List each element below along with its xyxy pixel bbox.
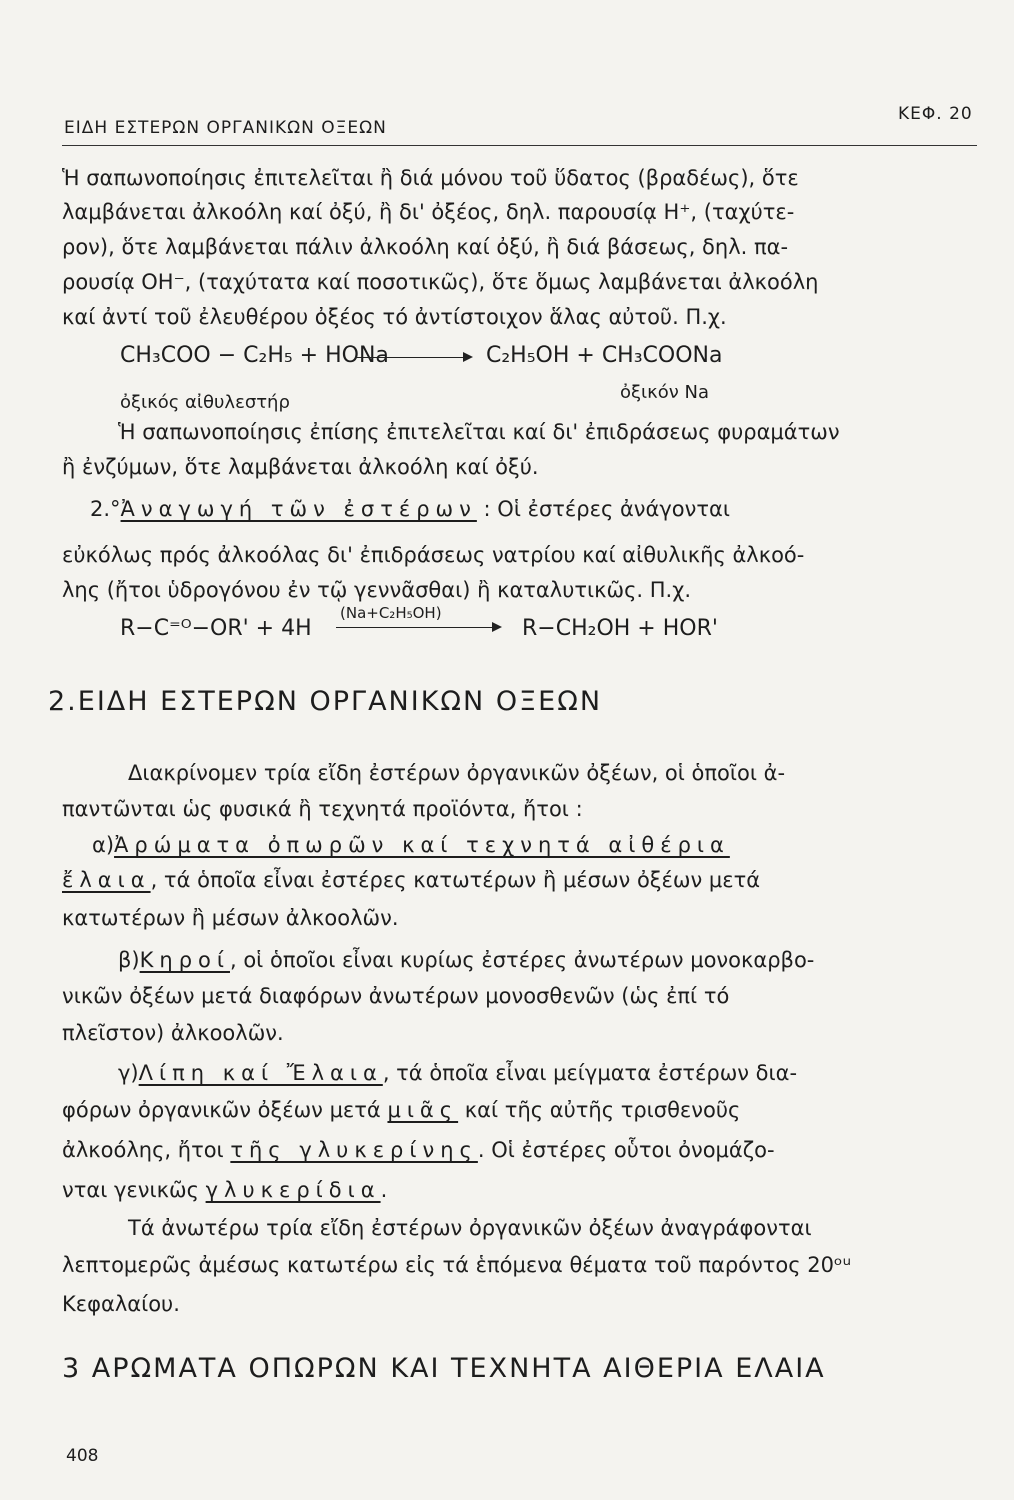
reactant-name: ὀξικός αἰθυλεστήρ	[120, 392, 290, 413]
paragraph-line: Ἡ σαπωνοποίησις ἐπίσης ἐπιτελεῖται καί δι' ἐπιδράσεως φυραμάτων	[118, 420, 840, 444]
page-number: 408	[66, 1446, 99, 1466]
reduction-products: R−CH₂OH + HOR'	[522, 616, 718, 641]
reduction-heading-line	[90, 499, 730, 520]
paragraph-line: λαμβάνεται ἀλκοόλη καί ὀξύ, ἢ δι' ὀξέος, δηλ. παρουσίᾳ H⁺, (ταχύτε-	[62, 200, 795, 224]
paragraph-line: Κεφαλαίου.	[62, 1292, 180, 1316]
item-label: β)	[118, 948, 140, 972]
item-a-title-cont: ἔλαια	[62, 868, 151, 892]
text-span: νται γενικῶς	[62, 1178, 199, 1202]
underlined-term: μιᾶς	[387, 1098, 459, 1122]
paragraph-line: εὐκόλως πρός ἀλκοόλας δι' ἐπιδράσεως νατρίου καί αἰθυλικῆς ἀλκοό-	[62, 543, 805, 567]
reduction-intro: : Οἱ ἐστέρες ἀνάγονται	[483, 497, 730, 521]
paragraph-line: ρουσίᾳ OH⁻, (ταχύτατα καί ποσοτικῶς), ὅτε ὅμως λαμβάνεται ἀλκοόλη	[62, 270, 819, 294]
product-name: ὀξικόν Na	[620, 382, 710, 403]
section-heading: 3 ΑΡΩΜΑΤΑ ΟΠΩΡΩΝ ΚΑΙ ΤΕΧΝΗΤΑ ΑΙΘΕΡΙΑ ΕΛΑΙΑ	[62, 1353, 826, 1384]
item-c-title: Λίπη καί Ἔλαια	[138, 1061, 383, 1085]
paragraph-line: λης (ἤτοι ὑδρογόνου ἐν τῷ γεννᾶσθαι) ἢ καταλυτικῶς. Π.χ.	[62, 578, 692, 602]
section-heading: 2.ΕΙΔΗ ΕΣΤΕΡΩΝ ΟΡΓΑΝΙΚΩΝ ΟΞΕΩΝ	[48, 686, 603, 717]
text-span: καί τῆς αὐτῆς τρισθενοῦς	[464, 1098, 741, 1122]
chapter-label: ΚΕΦ. 20	[898, 104, 973, 124]
header-divider	[62, 145, 977, 146]
text-span: φόρων ὀργανικῶν ὀξέων μετά	[62, 1098, 381, 1122]
item-a-line	[92, 835, 730, 856]
item-b-text: , οἱ ὁποῖοι εἶναι κυρίως ἐστέρες ἀνωτέρων μονοκαρβο-	[229, 948, 815, 972]
paragraph-line: ἢ ἐνζύμων, ὅτε λαμβάνεται ἀλκοόλη καί ὀξύ.	[62, 455, 539, 479]
equation-reactants: CH₃COO − C₂H₅ + HONa	[120, 343, 389, 368]
equation-products: C₂H₅OH + CH₃COONa	[486, 343, 723, 368]
item-a-title: Ἀρώματα ὀπωρῶν καί τεχνητά αἰθέρια	[114, 833, 730, 857]
item-label: γ)	[118, 1061, 139, 1085]
paragraph-line: κατωτέρων ἢ μέσων ἀλκοολῶν.	[62, 906, 399, 930]
reaction-conditions: (Na+C₂H₅OH)	[340, 604, 442, 622]
paragraph-line: λεπτομερῶς ἀμέσως κατωτέρω εἰς τά ἑπόμενα θέματα τοῦ παρόντος 20ᵒᵘ	[62, 1253, 852, 1277]
text-span: .	[380, 1178, 388, 1202]
item-c-line	[62, 1140, 775, 1161]
underlined-term: γλυκερίδια	[205, 1178, 381, 1202]
item-b-title: Κηροί	[139, 948, 230, 972]
running-header-title: ΕΙΔΗ ΕΣΤΕΡΩΝ ΟΡΓΑΝΙΚΩΝ ΟΞΕΩΝ	[64, 118, 387, 138]
paragraph-line: πλεῖστον) ἀλκοολῶν.	[62, 1021, 284, 1045]
item-label: α)	[92, 833, 115, 857]
reduction-reactants: R−C⁼ᴼ−OR' + 4H	[120, 616, 312, 641]
item-a-text: , τά ὁποῖα εἶναι ἐστέρες κατωτέρων ἢ μέσων ὀξέων μετά	[150, 868, 761, 892]
paragraph-line: νικῶν ὀξέων μετά διαφόρων ἀνωτέρων μονοσθενῶν (ὡς ἐπί τό	[62, 984, 730, 1008]
paragraph-line: Διακρίνομεν τρία εἴδη ἐστέρων ὀργανικῶν ὀξέων, οἱ ὁποῖοι ἀ-	[128, 761, 786, 785]
item-c-line	[62, 1100, 740, 1121]
item-c-line	[118, 1063, 797, 1084]
item-c-line	[62, 1180, 387, 1201]
item-b-line	[118, 950, 814, 971]
item-number: 2.°	[90, 497, 121, 521]
paragraph-line: Τά ἀνωτέρω τρία εἴδη ἐστέρων ὀργανικῶν ὀξέων ἀναγράφονται	[128, 1216, 812, 1240]
paragraph-line: παντῶνται ὡς φυσικά ἢ τεχνητά προϊόντα, ἤτοι :	[62, 797, 583, 821]
item-a-line	[62, 870, 760, 891]
item-c-text: , τά ὁποῖα εἶναι μείγματα ἐστέρων δια-	[382, 1061, 798, 1085]
paragraph-line: καί ἀντί τοῦ ἐλευθέρου ὀξέος τό ἀντίστοιχον ἅλας αὐτοῦ. Π.χ.	[62, 305, 727, 329]
underlined-term: τῆς γλυκερίνης	[230, 1138, 478, 1162]
paragraph-line: ρον), ὅτε λαμβάνεται πάλιν ἀλκοόλη καί ὀξύ, ἢ διά βάσεως, δηλ. πα-	[62, 235, 789, 259]
text-span: . Οἱ ἐστέρες οὗτοι ὀνομάζο-	[477, 1138, 775, 1162]
text-span: ἀλκοόλης, ἤτοι	[62, 1138, 224, 1162]
paragraph-line: Ἡ σαπωνοποίησις ἐπιτελεῖται ἢ διά μόνου τοῦ ὕδατος (βραδέως), ὅτε	[62, 166, 799, 190]
reduction-title: Ἀναγωγή τῶν ἐστέρων	[120, 497, 477, 521]
